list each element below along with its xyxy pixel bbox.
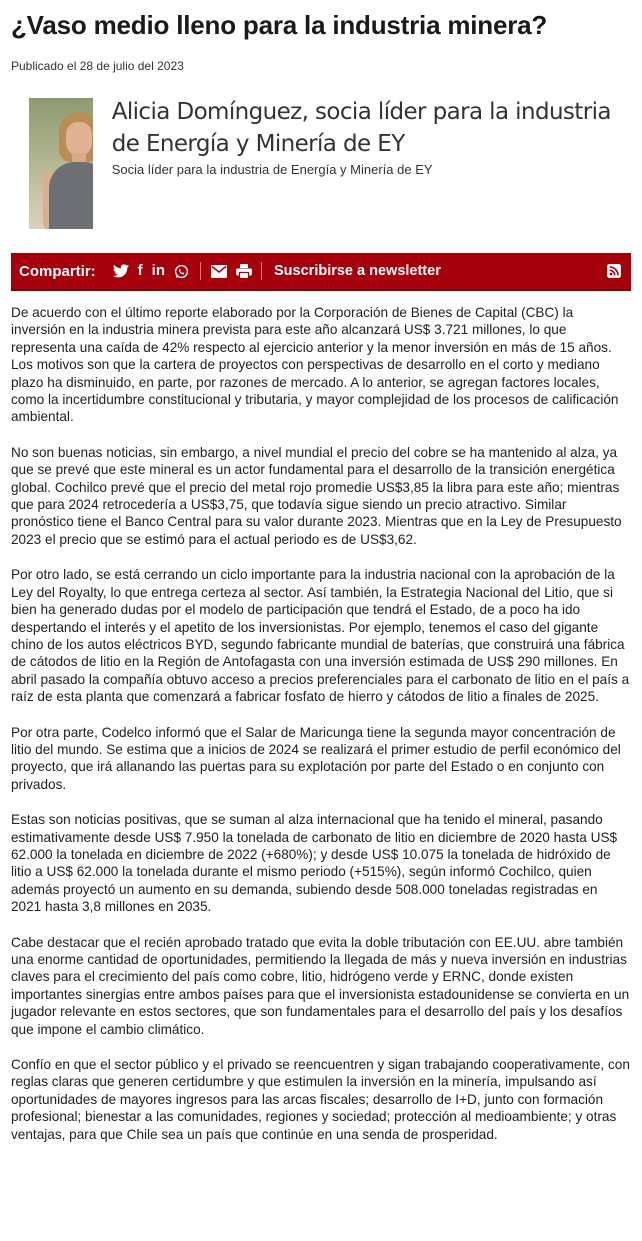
- print-icon[interactable]: [236, 264, 252, 279]
- twitter-icon[interactable]: [113, 264, 129, 278]
- article-title: ¿Vaso medio lleno para la industria minera?: [11, 10, 548, 40]
- share-icons-secondary: [211, 264, 261, 279]
- author-block: [11, 98, 631, 230]
- email-icon[interactable]: [211, 265, 227, 278]
- author-role: Socia líder para la industria de Energía y Minería de EY: [111, 162, 433, 177]
- article-paragraph: De acuerdo con el último reporte elaborado por la Corporación de Bienes de Capital (CBC) la inversión en la industria minera prevista para este año alcanzará US$ 3.721 millones, lo que representa una caída de 42% respecto al ejercicio anterior y la menor inversión en más de 15 años. Los motivos son que la cartera de proyectos con perspectivas de desarrollo en el corto y mediano plazo ha disminuido, en parte, por razones de mercado. A lo anterior, se agregan factores locales, como la incertidumbre constitucional y tributaria, y mayor complejidad de los procesos de calificación ambiental.: [11, 305, 619, 425]
- divider: [261, 262, 262, 280]
- divider: [200, 262, 201, 280]
- author-photo: [29, 98, 93, 229]
- share-bar: [11, 253, 631, 291]
- facebook-icon[interactable]: f: [137, 262, 143, 279]
- rss-icon[interactable]: [607, 264, 621, 278]
- article-paragraph: Cabe destacar que el recién aprobado tratado que evita la doble tributación con EE.UU. abre también una enorme cantidad de oportunidades, permitiendo la llegada de más y nueva inversión en industrias claves para el crecimiento del país como cobre, litio, hidrógeno verde y ERNC, donde existen importantes sinergias entre ambos países para que el inversionista estadounidense se convierta en un jugador relevante en estos sectores, que son fundamentales para el desarrollo del país y los desafíos que impone el cambio climático.: [11, 934, 630, 1037]
- article-paragraph: Estas son noticias positivas, que se suman al alza internacional que ha tenido el mineral, pasando estimativamente desde US$ 7.950 la tonelada de carbonato de litio en diciembre de 2020 hasta US$ 62.000 la tonelada en diciembre de 2022 (+680%); y desde US$ 10.075 la tonelada de hidróxido de litio a US$ 62.000 la tonelada durante el mismo periodo (+515%), según informó Cochilco, quien además proyectó un aumento en su demanda, subiendo desde 508.000 toneladas registradas en 2021 hasta 3,8 millones en 2035.: [11, 812, 618, 915]
- author-text: [112, 98, 631, 230]
- article-body: [11, 304, 631, 1143]
- newsletter-link[interactable]: Suscribirse a newsletter: [274, 263, 441, 279]
- author-name[interactable]: Alicia Domínguez, socia líder para la industria de Energía y Minería de EY: [111, 99, 611, 157]
- article-paragraph: Por otro lado, se está cerrando un ciclo importante para la industria nacional con la aprobación de la Ley del Royalty, lo que entrega certeza al sector. Así también, la Estrategia Nacional del Litio, que si bien ha generado dudas por el modelo de participación que tendrá el Estado, de a poco ha ido despertando el interés y el apetito de los inversionistas. Por ejemplo, tenemos el caso del gigante chino de los autos eléctricos BYD, segundo fabricante mundial de baterías, que construirá una fábrica de cátodos de litio en la Región de Antofagasta con una inversión estimada de US$ 290 millones. En abril pasado la compañía obtuvo acceso a precios preferenciales para el carbonato de litio en el país a raíz de esta planta que comenzará a fabricar fosfato de hierro y cátodos de litio a finales de 2025.: [11, 567, 630, 705]
- article-paragraph: Por otra parte, Codelco informó que el Salar de Maricunga tiene la segunda mayor concentración de litio del mundo. Se estima que a inicios de 2024 se realizará el primer estudio de perfil económico del proyecto, que irá allanando las puertas para su explotación por parte del Estado o en conjunto con privados.: [11, 724, 621, 792]
- whatsapp-icon[interactable]: [174, 264, 189, 279]
- share-label: Compartir:: [19, 262, 96, 280]
- article-paragraph: No son buenas noticias, sin embargo, a nivel mundial el precio del cobre se ha mantenido al alza, ya que se prevé que este mineral es un actor fundamental para el desarrollo de la transición energética global. Cochilco prevé que el precio del metal rojo promedie US$3,85 la libra para este año; mientras que para 2024 retrocedería a US$3,75, que todavía sigue siendo un precio atractivo. Similar pronóstico tiene el Banco Central para su valor durante 2023. Mientras que en la Ley de Presupuesto 2023 el precio que se estimó para el actual periodo es de US$3,62.: [11, 444, 622, 547]
- linkedin-icon[interactable]: in: [151, 262, 166, 279]
- share-icons: [113, 262, 198, 280]
- article-paragraph: Confío en que el sector público y el privado se reencuentren y sigan trabajando cooperativamente, con reglas claras que generen certidumbre y que estimulen la inversión en la minería, impulsando así oportunidades de mayores ingresos para las arcas fiscales; desarrollo de I+D, junto con formación profesional; bienestar a las comunidades, regiones y sociedad; protección al medioambiente; y otras ventajas, para que Chile sea un país que continúe en una senda de prosperidad.: [11, 1057, 630, 1142]
- publish-date: Publicado el 28 de julio del 2023: [11, 59, 184, 73]
